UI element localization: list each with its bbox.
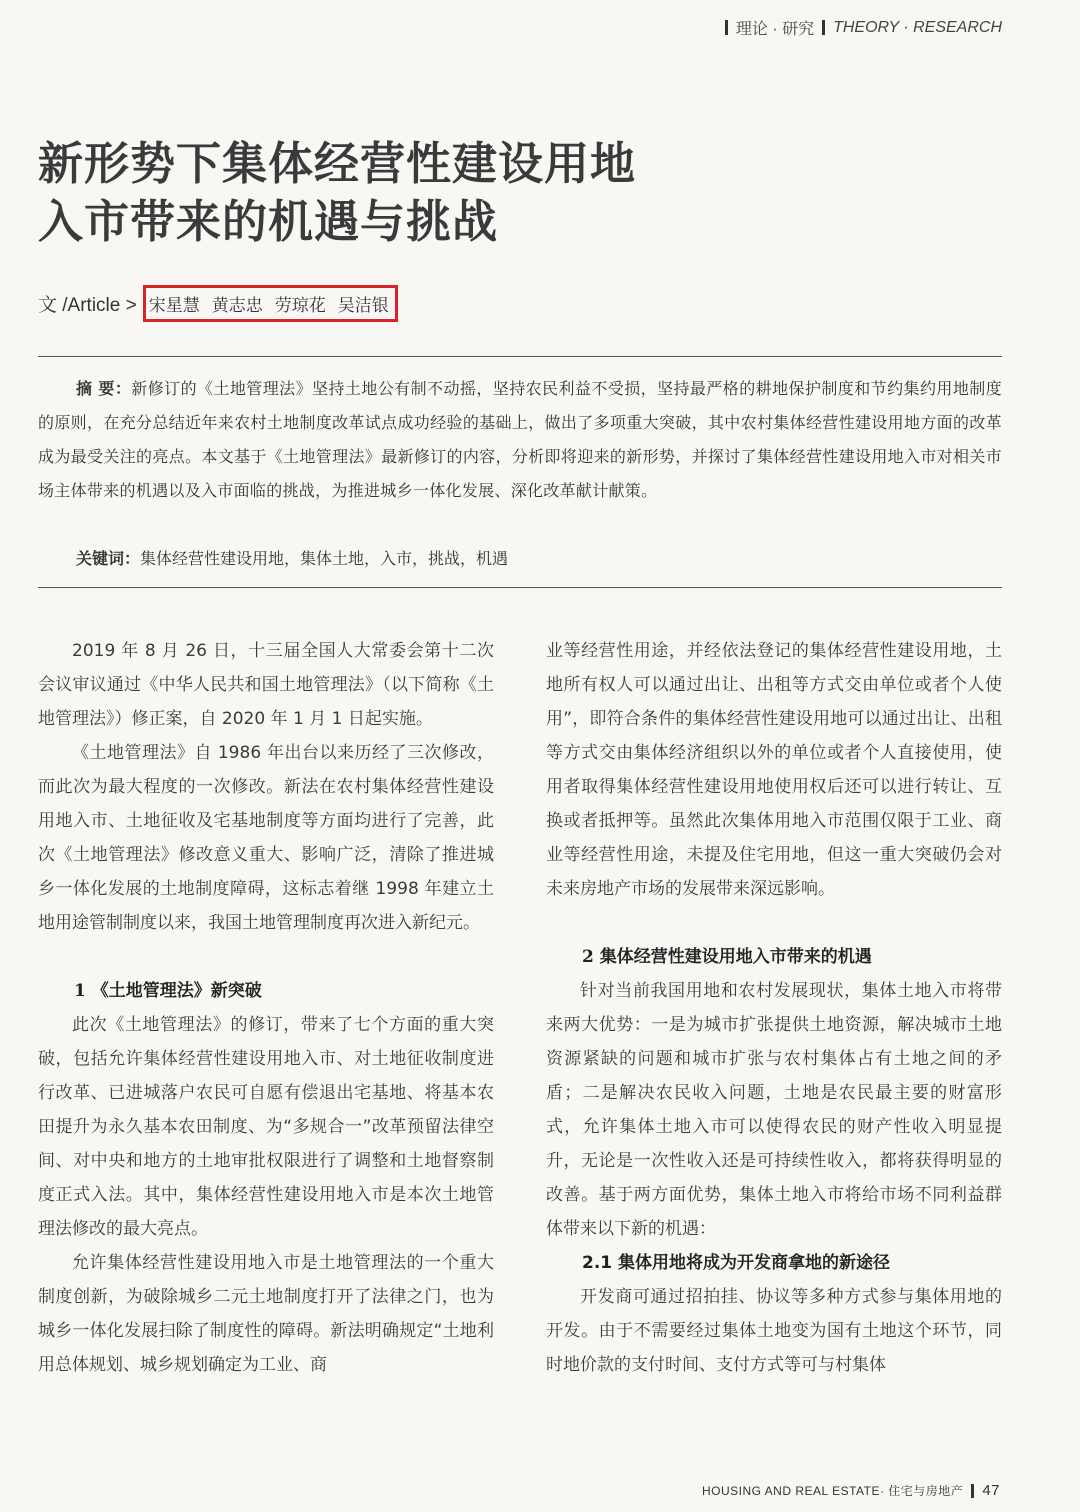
subsection-heading: 2.1 集体用地将成为开发商拿地的新途径 [582, 1253, 891, 1273]
body-paragraph: 2019 年 8 月 26 日，十三届全国人大常委会第十二次会议审议通过《中华人民共和国土地管理法》（以下简称《土地管理法》）修正案，自 2020 年 1 月 1 日起实施。 [38, 641, 494, 729]
author-name: 劳琼花 [274, 295, 326, 316]
page-number: 47 [982, 1482, 1000, 1499]
footer-divider-bar [971, 1484, 974, 1498]
abstract-label: 摘 要： [76, 379, 132, 398]
body-column-left [38, 634, 494, 1382]
body-column-right [546, 634, 1002, 1382]
magazine-name-en: HOUSING AND REAL ESTATE [701, 1483, 880, 1498]
title-line-2: 入市带来的机遇与挑战 [38, 195, 499, 248]
title-line-1: 新形势下集体经营性建设用地 [38, 137, 637, 190]
header-divider-bar [822, 20, 825, 35]
body-paragraph: 此次《土地管理法》的修订，带来了七个方面的重大突破，包括允许集体经营性建设用地入市、对土地征收制度进行改革、已进城落户农民可自愿有偿退出宅基地、将基本农田提升为永久基本农田制度、为“多规合一”改革预留法律空间、对中央和地方的土地审批权限进行了调整和土地督察制度正式入法。其中，集体经营性建设用地入市是本次土地管理法修改的最大亮点。 [38, 1015, 494, 1239]
body-paragraph: 《土地管理法》自 1986 年出台以来历经了三次修改，而此次为最大程度的一次修改。新法在农村集体经营性建设用地入市、土地征收及宅基地制度等方面均进行了完善，此次《土地管理法》修改意义重大、影响广泛，清除了推进城乡一体化发展的土地制度障碍，这标志着继 1998 年建立土地用途管制制度以来，我国土地管理制度再次进入新纪元。 [38, 743, 494, 933]
section-header [717, 16, 1002, 39]
byline-label: 文 /Article > [38, 294, 137, 316]
abstract-bottom-rule [38, 587, 1002, 588]
abstract-top-rule [38, 356, 1002, 357]
section-label-cn: 理论 · 研究 [735, 21, 815, 38]
body-paragraph: 针对当前我国用地和农村发展现状，集体土地入市将带来两大优势：一是为城市扩张提供土地资源，解决城市土地资源紧缺的问题和城市扩张与农村集体占有土地之间的矛盾；二是解决农民收入问题，土地是农民最主要的财富形式，允许集体土地入市可以使得农民的财产性收入明显提升，无论是一次性收入还是可持续性收入，都将获得明显的改善。基于两方面优势，集体土地入市将给市场不同利益群体带来以下新的机遇： [546, 981, 1002, 1239]
section-heading: 1 《土地管理法》新突破 [74, 981, 262, 1001]
article-title [38, 135, 636, 251]
abstract [38, 372, 1002, 508]
body-paragraph: 开发商可通过招拍挂、协议等多种方式参与集体用地的开发。由于不需要经过集体土地变为国有土地这个环节，同时地价款的支付时间、支付方式等可与村集体 [546, 1287, 1002, 1375]
section-label-en: THEORY · RESEARCH [833, 18, 1002, 36]
keywords [76, 542, 508, 576]
author-name: 吴洁银 [337, 295, 389, 316]
byline [38, 286, 398, 320]
header-divider-bar [725, 20, 728, 35]
abstract-text: 新修订的《土地管理法》坚持土地公有制不动摇，坚持农民利益不受损，坚持最严格的耕地保护制度和节约集约用地制度的原则，在充分总结近年来农村土地制度改革试点成功经验的基础上，做出了多项重大突破，其中农村集体经营性建设用地方面的改革成为最受关注的亮点。本文基于《土地管理法》最新修订的内容，分析即将迎来的新形势，并探讨了集体经营性建设用地入市对相关市场主体带来的机遇以及入市面临的挑战，为推进城乡一体化发展、深化改革献计献策。 [38, 379, 1002, 500]
keywords-label: 关键词： [76, 549, 141, 568]
author-name: 黄志忠 [211, 295, 263, 316]
authors-highlight-box [143, 285, 398, 322]
keywords-text: 集体经营性建设用地，集体土地，入市，挑战，机遇 [140, 549, 509, 568]
author-name: 宋星慧 [148, 295, 200, 316]
magazine-name-cn: · 住宅与房地产 [879, 1484, 964, 1498]
section-heading: 2 集体经营性建设用地入市带来的机遇 [582, 947, 872, 967]
page-footer [702, 1482, 1000, 1499]
body-paragraph: 允许集体经营性建设用地入市是土地管理法的一个重大制度创新，为破除城乡二元土地制度打开了法律之门，也为城乡一体化发展扫除了制度性的障碍。新法明确规定“土地利用总体规划、城乡规划确定为工业、商 [38, 1253, 494, 1375]
body-paragraph: 业等经营性用途，并经依法登记的集体经营性建设用地，土地所有权人可以通过出让、出租等方式交由单位或者个人使用”，即符合条件的集体经营性建设用地可以通过出让、出租等方式交由集体经济组织以外的单位或者个人直接使用，使用者取得集体经营性建设用地使用权后还可以进行转让、互换或者抵押等。虽然此次集体用地入市范围仅限于工业、商业等经营性用途，未提及住宅用地，但这一重大突破仍会对未来房地产市场的发展带来深远影响。 [546, 641, 1002, 899]
